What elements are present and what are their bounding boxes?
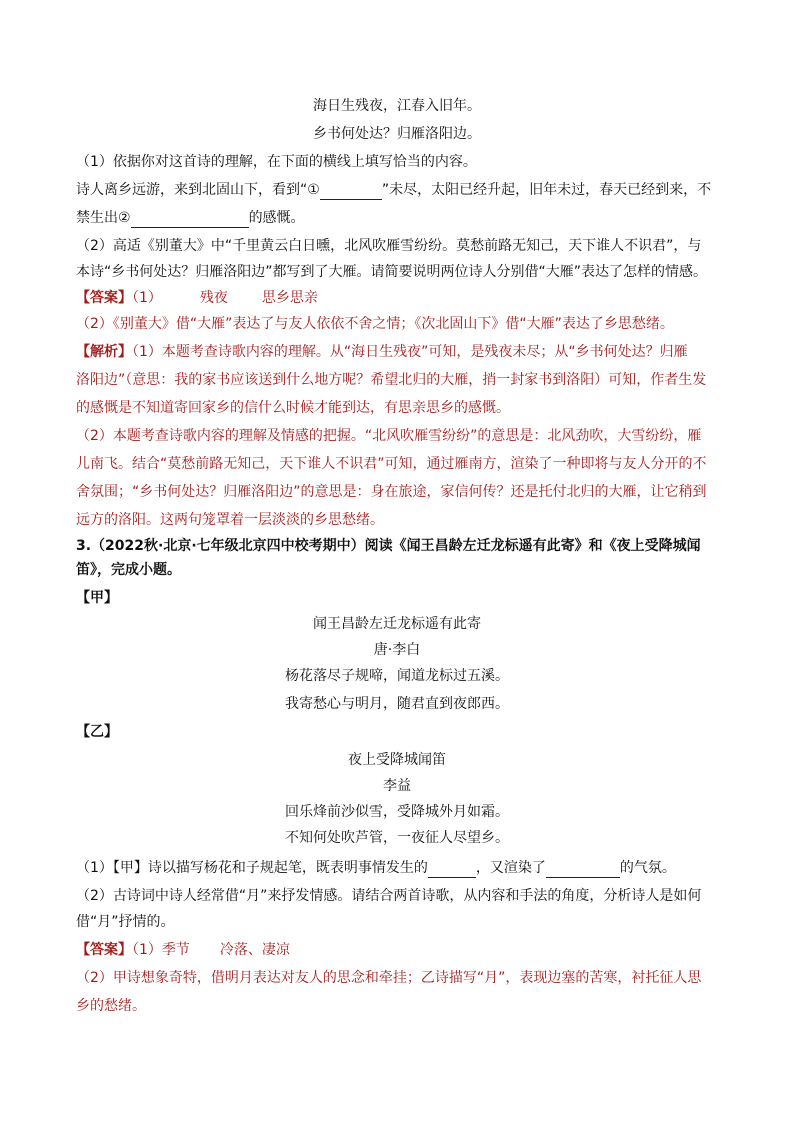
q2-fill-text-b: ”未尽，太阳已经升起，旧年未过，春天已经到来，不	[381, 182, 712, 198]
analysis2-line2-b: ，天下谁人不识君”可知，通过雁南方，渲染了一种即将与友人分开的不	[265, 456, 707, 472]
poem-jia-line2: 我寄愁心与明月，随君直到夜郎西。	[285, 696, 509, 712]
analysis2-line3-b: ”的意思是：身在旅途，家信何传？还是托付北归的大雁，让它稍到	[293, 484, 707, 500]
q3-answer1-b: 冷落、凄凉	[219, 942, 290, 958]
q2-analysis1-line2: 洛阳边”（意思：我的家书应该送到什么地方呢？希望北归的大雁，捎一封家书到洛阳）可知，作者生发	[76, 372, 707, 388]
q2-fill-text-c: 禁生出②	[76, 210, 131, 226]
q2-part1-text: 依据你对这首诗的理解，在下面的横线上填写恰当的内容。	[112, 154, 477, 170]
q2-part1-prompt	[76, 152, 477, 172]
q2-analysis2-line4: 远方的洛阳。这两句笼罩着一层淡淡的乡思愁绪。	[76, 512, 384, 528]
fill-blank-1[interactable]	[320, 183, 382, 200]
poem1-line3: 海日生残夜，江春入旧年。	[313, 98, 481, 114]
poem1-line4: 乡书何处达？归雁洛阳边。	[313, 126, 481, 142]
poem-jia-author: 唐·李白	[373, 642, 421, 658]
fill-blank-mood[interactable]	[546, 861, 620, 878]
poem-jia-title: 闻王昌龄左迁龙标遥有此寄	[313, 616, 481, 632]
q2-fill-line1	[76, 180, 711, 200]
q2-analysis2-line3	[76, 482, 707, 502]
poem-yi-label: 【乙】	[76, 724, 118, 740]
q2-part2-line2: 本诗“乡书何处达？归雁洛阳边”都写到了大雁。请简要说明两位诗人分别借“大雁”表达了怎样的情感。	[76, 264, 708, 280]
fill-blank-2[interactable]	[131, 211, 249, 228]
q3-answer2-line2: 乡的愁绪。	[76, 998, 146, 1014]
q3-q1-text-c: 的气氛。	[619, 860, 676, 876]
poem-jia-label: 【甲】	[76, 590, 118, 606]
q3-answer1-a: （1）季节	[132, 942, 190, 958]
fill-blank-season[interactable]	[428, 861, 476, 878]
poem-yi-author: 李益	[383, 778, 411, 794]
analysis2-line3-quote: 乡书何处达？归雁洛阳边	[139, 484, 294, 500]
q3-answer2-line1: （2）甲诗想象奇特，借明月表达对友人的思念和牵挂；乙诗描写“月”，表现边塞的苦寒，衬托征人思	[76, 970, 702, 986]
answer1-a: 残夜	[199, 290, 228, 306]
q2-fill-line2	[76, 208, 305, 228]
answer1-label: （1）	[132, 290, 162, 306]
q2-part2-text1: 高适《别董大》中“千里黄云白日曛，北风吹雁雪纷纷。莫愁前路无知己，天下谁人不识君”，与	[112, 238, 702, 254]
q3-q1-text-b: ，又渲染了	[475, 860, 546, 876]
answer1-b: 思乡思亲	[261, 290, 318, 306]
q2-answer2: （2）《别董大》借“大雁”表达了与友人依依不舍之情；《次北固山下》借“大雁”表达了乡思愁绪。	[76, 316, 674, 332]
answer-tag: 【答案】	[76, 290, 132, 306]
q2-answer1	[76, 288, 318, 308]
q2-fill-text-a: 诗人离乡远游，来到北固山下，看到“①	[76, 182, 320, 198]
q2-part2-label: （2）	[76, 238, 113, 254]
q2-analysis2-line1: （2）本题考查诗歌内容的理解及情感的把握。“北风吹雁雪纷纷”的意思是：北风劲吹，大雪纷纷，雁	[76, 428, 702, 444]
q3-question2-line2: 借“月”抒情的。	[76, 914, 175, 930]
analysis2-line2-a: 儿南飞。结合“	[76, 456, 168, 472]
q3-header-line2: 笛》，完成小题。	[76, 562, 181, 578]
q3-answer1	[76, 940, 290, 960]
q2-fill-text-d: 的感慨。	[248, 210, 305, 226]
q3-header-line1: 3.（2022秋·北京·七年级北京四中校考期中）阅读《闻王昌龄左迁龙标遥有此寄》和《夜上受降城闻	[76, 538, 701, 554]
q2-part2-line1	[76, 236, 701, 256]
q2-analysis1-line1	[76, 342, 688, 362]
q3-question2-line1: （2）古诗词中诗人经常借“月”来抒发情感。请结合两首诗歌，从内容和手法的角度，分析诗人是如何	[76, 888, 702, 904]
q3-answer-tag: 【答案】	[76, 942, 132, 958]
poem-yi-title: 夜上受降城闻笛	[348, 752, 446, 768]
q3-question1	[76, 858, 676, 878]
q2-analysis2-line2	[76, 454, 707, 474]
analysis1-text1: （1）本题考查诗歌内容的理解。从“海日生残夜”可知，是残夜未尽；从“乡书何处达？归雁	[132, 344, 688, 360]
q2-part1-label: （1）	[76, 154, 113, 170]
poem-yi-line1: 回乐烽前沙似雪，受降城外月如霜。	[285, 804, 509, 820]
poem-yi-line2: 不知何处吹芦管，一夜征人尽望乡。	[285, 830, 509, 846]
poem-jia-line1: 杨花落尽子规啼，闻道龙标过五溪。	[285, 668, 509, 684]
q3-q1-text-a: （1）【甲】诗以描写杨花和子规起笔，既表明事情发生的	[76, 860, 428, 876]
q2-analysis1-line3: 的感慨是不知道寄回家乡的信什么时候才能到达，有思亲思乡的感慨。	[76, 400, 510, 416]
analysis-tag: 【解析】	[76, 344, 132, 360]
analysis2-line2-quote: 莫愁前路无知己	[167, 456, 266, 472]
analysis2-line3-a: 舍氛围；“	[76, 484, 140, 500]
